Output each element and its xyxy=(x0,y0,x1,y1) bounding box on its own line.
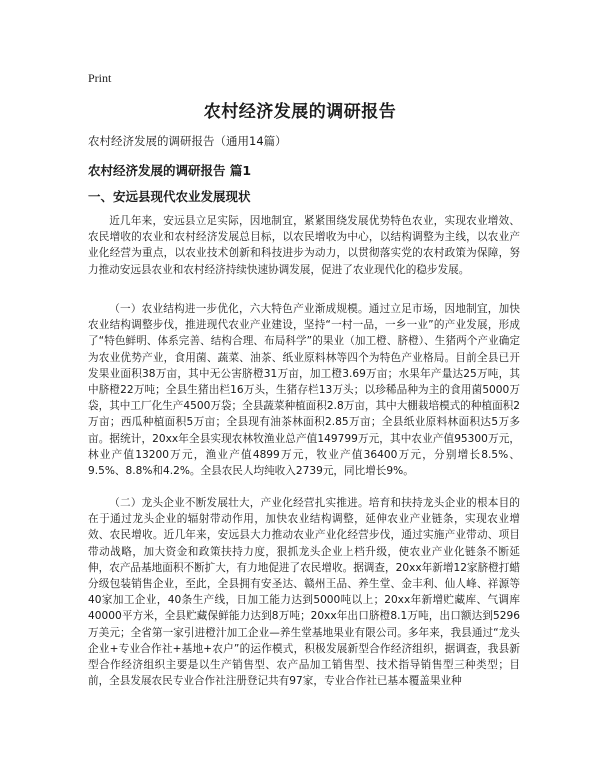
paragraph-structure: （一）农业结构进一步优化，六大特色产业渐成规模。通过立足市场，因地制宜，加快农业结构调整步伐，推进现代农业产业建设，坚持“一村一品，一乡一业”的产业发展，形成了“特色鲜明、体系完善、结构合理、布局科学”的果业（加工橙、脐橙）、生猪两个产业确定为农业优势产业，食用菌、蔬菜、油茶、纸业原料林等四个为特色产业格局。目前全县已开发果业面积38万亩，其中无公害脐橙31万亩，加工橙3.69万亩；水果年产量达25万吨，其中脐橙22万吨；全县生猪出栏16万头，生猪存栏13万头；以珍稀品种为主的食用菌5000万袋，其中工厂化生产4500万袋；全县蔬菜种植面积2.8万亩，其中大棚栽培模式的种植面积2万亩；西瓜种植面积5万亩；全县现有油茶林面积2.85万亩；全县纸业原料林面积达5万多亩。据统计，20xx年全县实现农林牧渔业总产值149799万元，其中农业产值95300万元，林业产值13200万元，渔业产值4899万元，牧业产值36400万元，分别增长8.5%、9.5%、8.8%和4.2%。全县农民人均纯收入2739元，同比增长9%。 xyxy=(88,303,520,478)
section-heading: 农村经济发展的调研报告 篇1 xyxy=(88,163,252,178)
paragraph-enterprises: （二）龙头企业不断发展壮大，产业化经营扎实推进。培育和扶持龙头企业的根本目的在于通过龙头企业的辐射带动作用，加快农业结构调整，延伸农业产业链条，实现农业增效、农民增收。近几年来，安远县大力推动农业产业化经营步伐，通过实施产业带动、项目带动战略，加大资金和政策扶持力度，狠抓龙头企业上档升级，使农业产业化链条不断延伸，农产品基地面积不断扩大，有力地促进了农民增收。据调查，20xx年新增12家脐橙打蜡分级包装销售企业，至此，全县拥有安圣达、赣州王品、养生堂、金丰利、仙人峰、祥源等40家加工企业，40条生产线，日加工能力达到5000吨以上；20xx年新增贮藏库、气调库40000平方米，全县贮藏保鲜能力达到8万吨；20xx年出口脐橙8.1万吨，出口额达到5296万美元；全省第一家引进橙汁加工企业—养生堂基地果业有限公司。多年来，我县通过“龙头企业+专业合作社+基地+农户”的运作模式，积极发展新型合作经济组织，据调查，我县新型合作经济组织主要是以生产销售型、农产品加工销售型、技术指导销售型三种类型；目前，全县发展农民专业合作社注册登记共有97家，专业合作社已基本覆盖果业种 xyxy=(88,497,520,688)
print-link[interactable]: Print xyxy=(88,71,112,85)
document-subtitle: 农村经济发展的调研报告（通用14篇） xyxy=(88,134,287,148)
page-title: 农村经济发展的调研报告 xyxy=(203,102,397,122)
paragraph-intro: 近几年来，安远县立足实际，因地制宜，紧紧围绕发展优势特色农业，实现农业增效、农民增收的农业和农村经济发展总目标，以农民增收为中心，以结构调整为主线，以农业产业化经营为重点，以农业技术创新和科技进步为动力，以贯彻落实党的农村政策为保障，努力推动安远县农业和农村经济持续快速协调发展，促进了农业现代化的稳步发展。 xyxy=(88,215,520,276)
subsection-heading: 一、安远县现代农业发展现状 xyxy=(88,189,251,204)
